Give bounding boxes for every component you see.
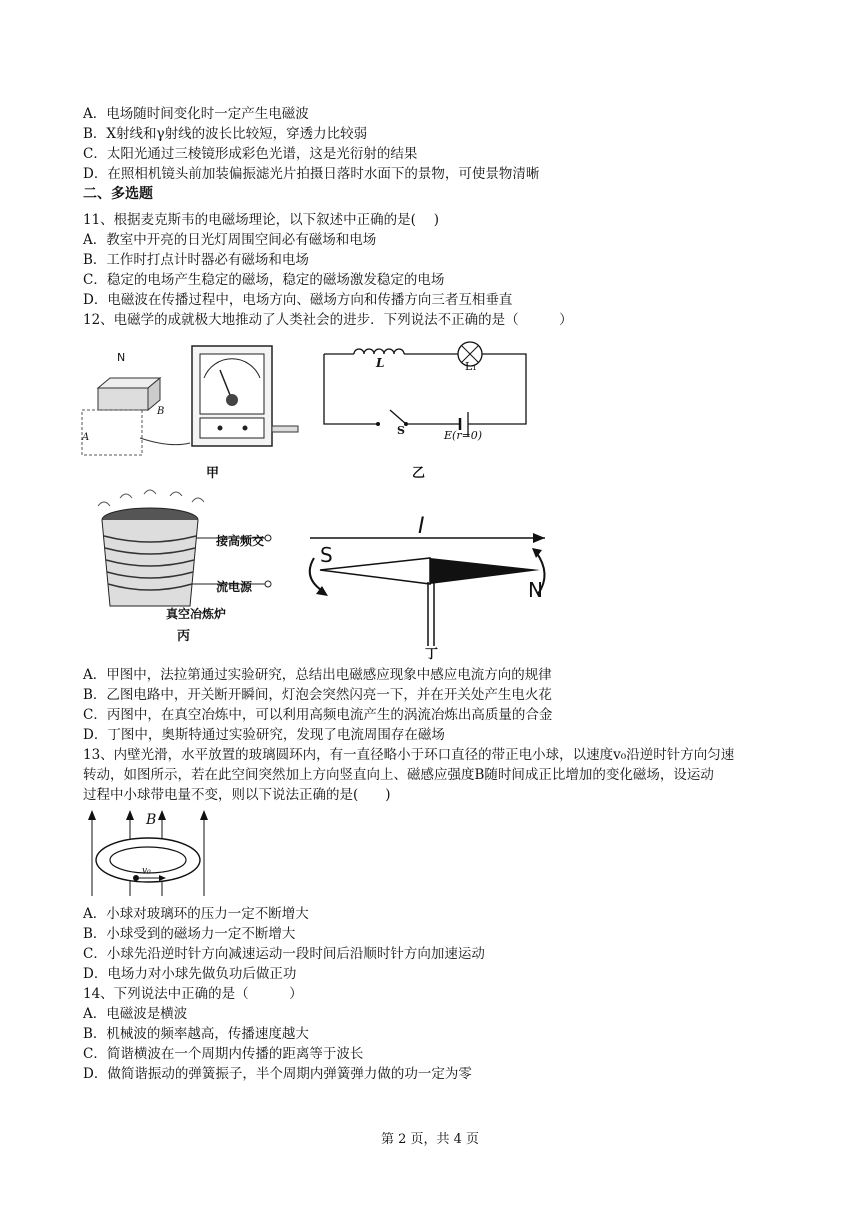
bing-label-high-freq: 接高频交 (216, 534, 265, 548)
q14-option-c: C．简谐横波在一个周期内传播的距离等于波长 (83, 1046, 364, 1062)
q13-stem-line-1: 13、内壁光滑，水平放置的玻璃圆环内，有一直径略小于环口直径的带正电小球，以速度v₀沿逆时针方向匀速 (83, 747, 735, 763)
figure-bing (80, 488, 280, 618)
figure-ding (300, 508, 555, 648)
ding-current-label: I (418, 514, 425, 539)
q11-option-b: B．工作时打点计时器必有磁场和电场 (83, 252, 309, 268)
page-footer: 第 2 页，共 4 页 (380, 1132, 480, 1147)
ring-field-label: B (146, 812, 157, 828)
caption-jia: 甲 (206, 466, 220, 481)
jia-magnet-n: N (117, 351, 126, 364)
ding-needle-s: S (320, 543, 333, 567)
yi-inductor-label: L (376, 356, 385, 370)
jia-label-a: A (82, 432, 90, 443)
q10-option-b: B．X射线和γ射线的波长比较短，穿透力比较弱 (83, 126, 368, 142)
q11-option-d: D．电磁波在传播过程中，电场方向、磁场方向和传播方向三者互相垂直 (83, 292, 513, 308)
ding-needle-n: N (528, 578, 543, 602)
q11-stem: 11、根据麦克斯韦的电磁场理论，以下叙述中正确的是( ) (83, 212, 440, 228)
q13-option-d: D．电场力对小球先做负功后做正功 (83, 966, 297, 982)
ring-velocity-label: v₀ (142, 866, 151, 876)
yi-lamp-label: L₁ (465, 360, 477, 373)
caption-yi: 乙 (412, 466, 426, 481)
section-title: 二、多选题 (83, 186, 153, 202)
q10-option-a: A．电场随时间变化时一定产生电磁波 (83, 106, 309, 122)
q14-option-a: A．电磁波是横波 (83, 1006, 188, 1022)
q12-option-c: C．丙图中，在真空冶炼中，可以利用高频电流产生的涡流冶炼出高质量的合金 (83, 707, 553, 723)
q12-option-d: D．丁图中，奥斯特通过实验研究，发现了电流周围存在磁场 (83, 727, 445, 743)
jia-label-b: B (157, 406, 165, 417)
yi-battery-label: E(r=0) (444, 429, 483, 442)
q13-option-b: B．小球受到的磁场力一定不断增大 (83, 926, 296, 942)
figure-yi (318, 340, 533, 442)
figure-jia (80, 338, 300, 460)
q10-option-d: D．在照相机镜头前加装偏振滤光片拍摄日落时水面下的景物，可使景物清晰 (83, 166, 540, 182)
q13-option-c: C．小球先沿逆时针方向减速运动一段时间后沿顺时针方向加速运动 (83, 946, 485, 962)
q13-stem-line-2: 转动，如图所示，若在此空间突然加上方向竖直向上、磁感应强度B随时间成正比增加的变化磁场，设运动 (83, 767, 714, 783)
caption-bing: 丙 (177, 629, 191, 644)
q13-stem-line-3: 过程中小球带电量不变，则以下说法正确的是( ) (83, 787, 391, 803)
q12-option-b: B．乙图电路中，开关断开瞬间，灯泡会突然闪亮一下，并在开关处产生电火花 (83, 687, 552, 703)
q12-stem: 12、电磁学的成就极大地推动了人类社会的进步．下列说法不正确的是（ ） (83, 312, 573, 328)
q11-option-a: A．教室中开亮的日光灯周围空间必有磁场和电场 (83, 232, 377, 248)
q13-option-a: A．小球对玻璃环的压力一定不断增大 (83, 906, 309, 922)
q14-stem: 14、下列说法中正确的是（ ） (83, 986, 303, 1002)
q11-option-c: C．稳定的电场产生稳定的磁场，稳定的磁场激发稳定的电场 (83, 272, 445, 288)
q14-option-d: D．做简谐振动的弹簧振子，半个周期内弹簧弹力做的功一定为零 (83, 1066, 472, 1082)
bing-label-furnace: 真空冶炼炉 (166, 607, 227, 621)
caption-ding: 丁 (425, 647, 439, 662)
yi-switch-label: S (397, 424, 405, 437)
q12-option-a: A．甲图中，法拉第通过实验研究，总结出电磁感应现象中感应电流方向的规律 (83, 667, 552, 683)
q10-option-c: C．太阳光通过三棱镜形成彩色光谱，这是光衍射的结果 (83, 146, 418, 162)
q14-option-b: B．机械波的频率越高，传播速度越大 (83, 1026, 309, 1042)
bing-label-power: 流电源 (216, 580, 253, 594)
